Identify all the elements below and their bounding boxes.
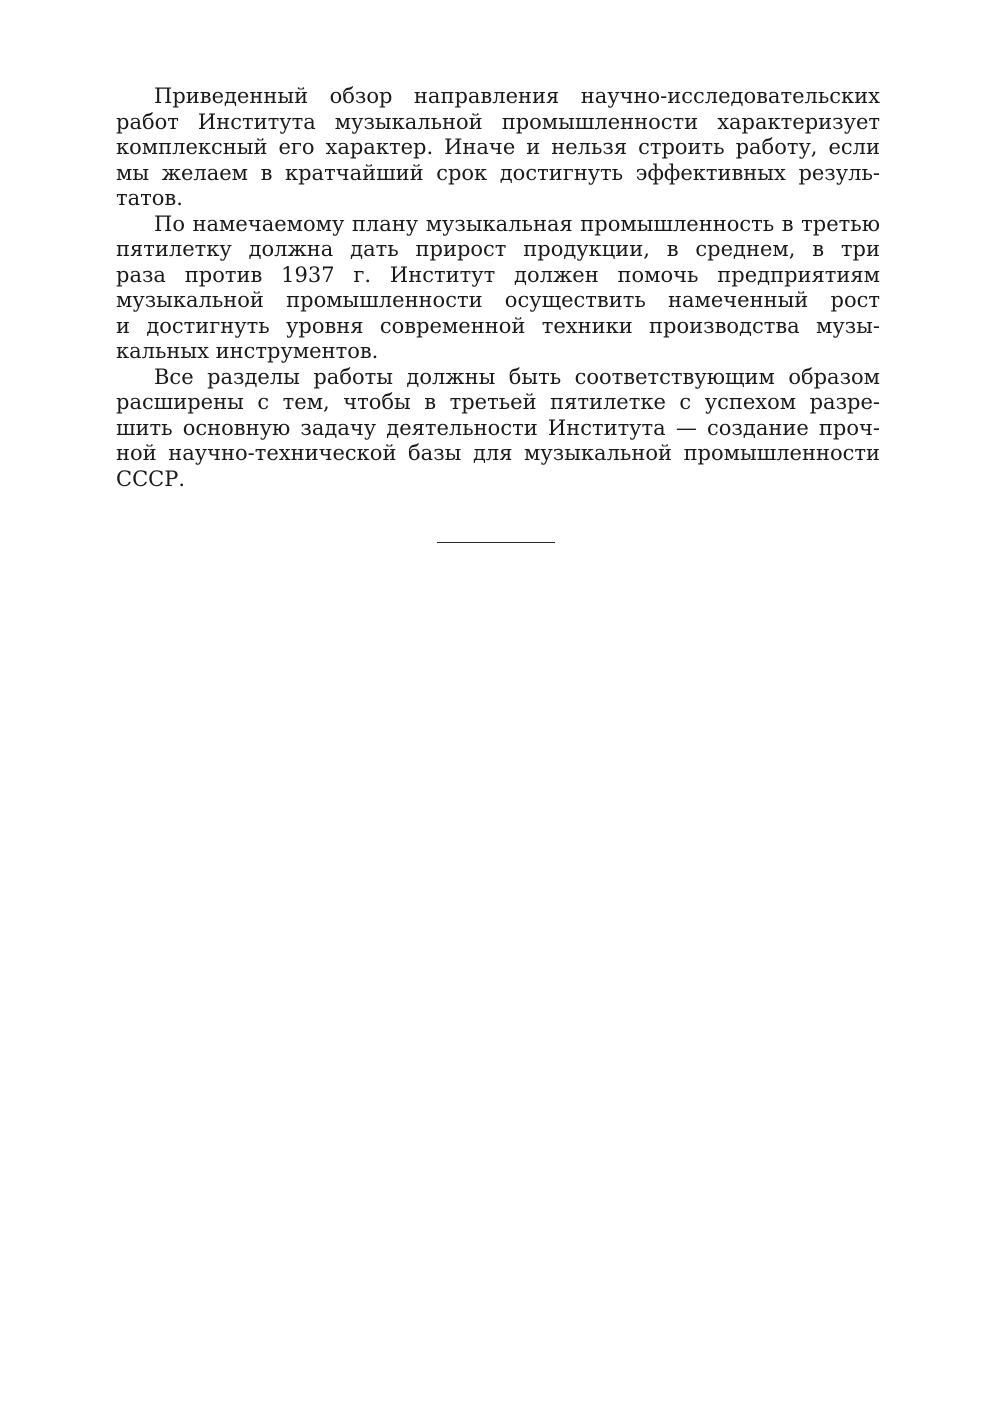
paragraph-1	[116, 84, 880, 212]
text-line: По намечаемому плану музыкальная промышленность в третью	[154, 211, 880, 236]
text-line: СССР.	[116, 466, 186, 491]
paragraph-3	[116, 365, 880, 493]
text-line: расширены с тем, чтобы в третьей пятилетке с успехом разре-	[116, 390, 880, 414]
text-line: комплексный его характер. Иначе и нельзя строить работу, если	[116, 135, 880, 159]
text-line: ной научно-технической базы для музыкальной промышленности	[116, 441, 880, 465]
text-line: Все разделы работы должны быть соответствующим образом	[154, 364, 880, 389]
text-line: шить основную задачу деятельности Института — создание проч-	[116, 415, 880, 440]
text-line: раза против 1937 г. Институт должен помочь предприятиям	[116, 262, 880, 287]
text-line: пятилетку должна дать прирост продукции, в среднем, в три	[116, 237, 880, 261]
body-text	[116, 84, 880, 492]
text-line: мы желаем в кратчайший срок достигнуть эффективных резуль-	[116, 160, 880, 185]
end-rule-divider	[437, 542, 555, 543]
text-line: Приведенный обзор направления научно-исследовательских	[154, 84, 880, 108]
text-line: кальных инструментов.	[116, 339, 379, 363]
paragraph-2	[116, 212, 880, 365]
text-line: и достигнуть уровня современной техники производства музы-	[116, 313, 880, 338]
text-line: татов.	[116, 186, 183, 210]
text-line: работ Института музыкальной промышленности характеризует	[116, 109, 880, 134]
text-line: музыкальной промышленности осуществить намеченный рост	[116, 288, 880, 312]
